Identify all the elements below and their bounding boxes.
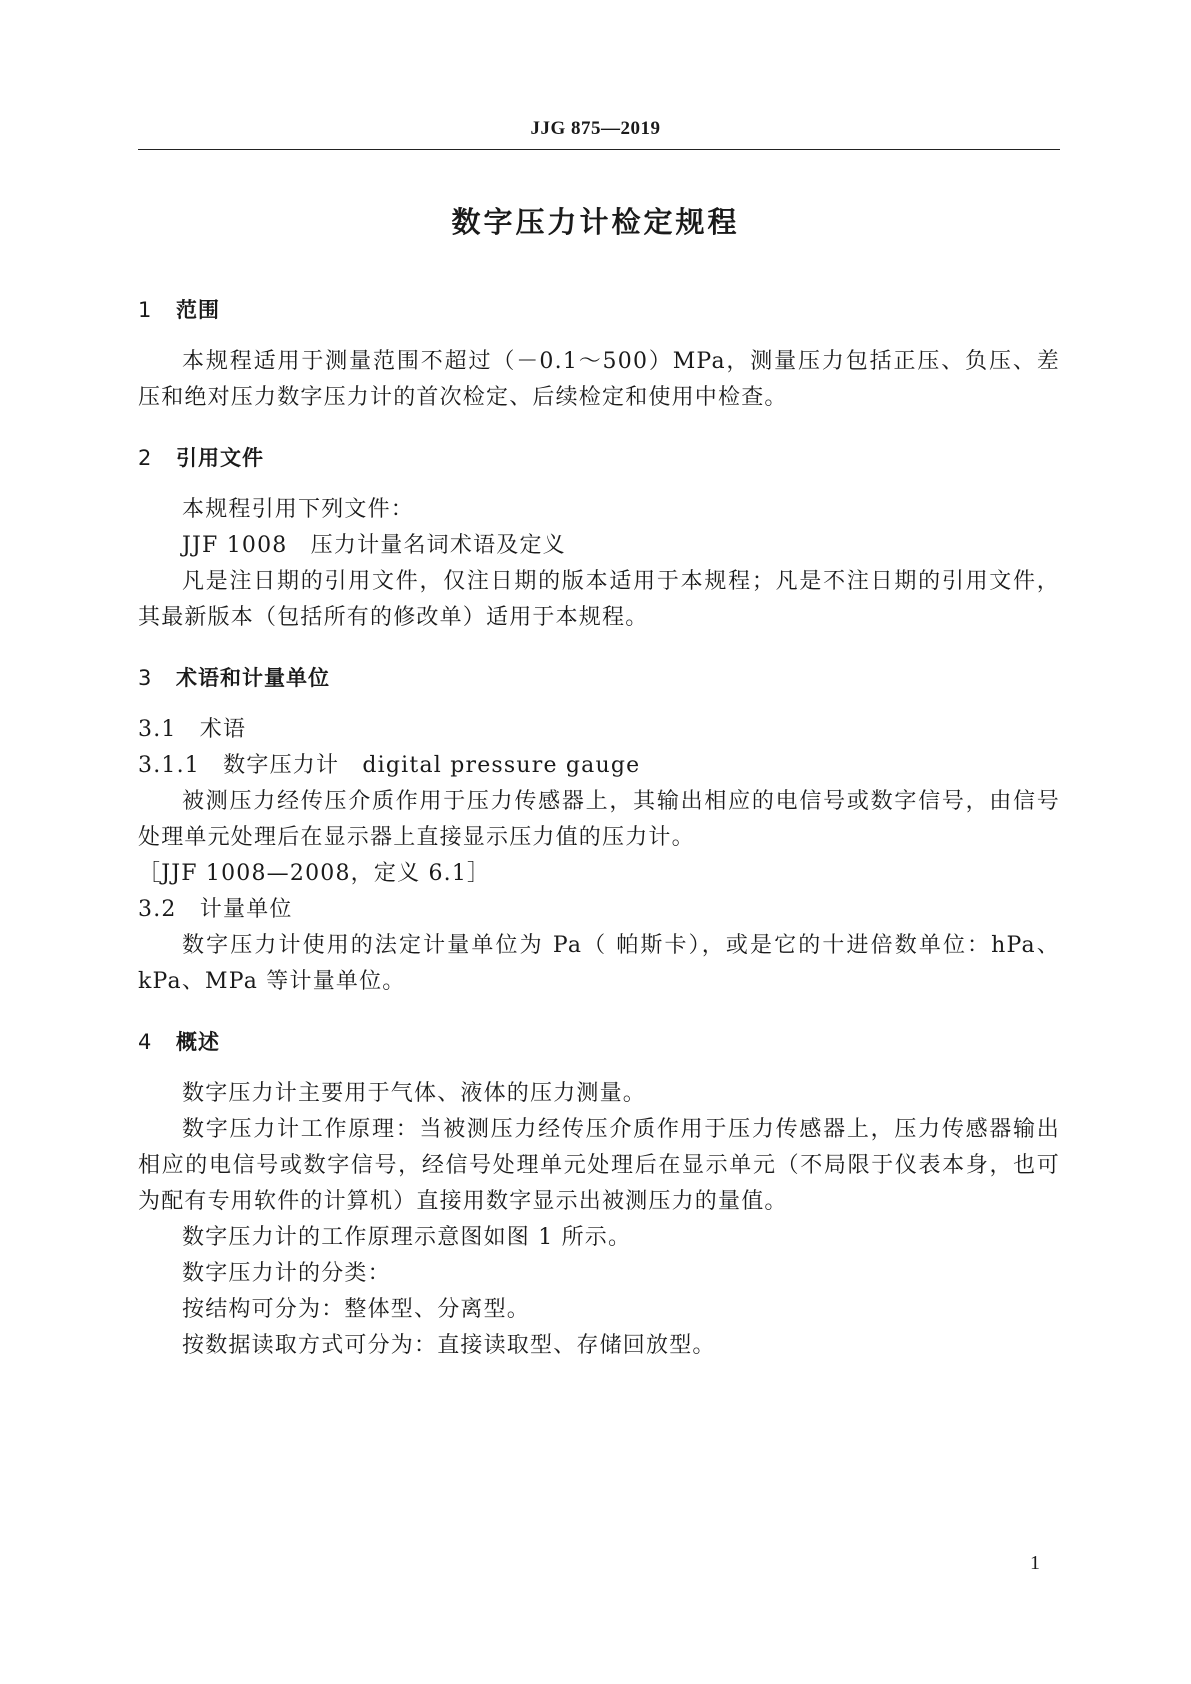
paragraph: 数字压力计主要用于气体、液体的压力测量。: [182, 1081, 647, 1106]
section-title: 引用文件: [176, 446, 264, 470]
document-code-header: JJG 875—2019: [530, 118, 661, 139]
section-number: 4: [138, 1030, 153, 1054]
paragraph: 被测压力经传压介质作用于压力传感器上，其输出相应的电信号或数字信号，由信号处理单元处理后在显示器上直接显示压力值的压力计。: [138, 789, 1060, 850]
document-body: [138, 292, 1060, 1364]
section-heading-references: [138, 440, 1060, 476]
section-heading-scope: [138, 292, 1060, 328]
paragraph: 数字压力计使用的法定计量单位为 Pa（ 帕斯卡），或是它的十进倍数单位：hPa、kPa、MPa 等计量单位。: [138, 933, 1060, 994]
header-rule: [138, 149, 1060, 150]
paragraph: 数字压力计的工作原理示意图如图 1 所示。: [182, 1225, 632, 1250]
section-number: 3: [138, 666, 153, 690]
page-title: 数字压力计检定规程: [451, 205, 740, 239]
paragraph: 按数据读取方式可分为：直接读取型、存储回放型。: [182, 1333, 716, 1358]
section-title: 范围: [176, 298, 220, 322]
section-heading-overview: [138, 1024, 1060, 1060]
subsection-heading: 3.1 术语: [138, 717, 247, 742]
section-number: 1: [138, 298, 153, 322]
reference-item: JJF 1008 压力计量名词术语及定义: [182, 533, 566, 558]
paragraph: 数字压力计的分类：: [182, 1261, 391, 1286]
paragraph: 凡是注日期的引用文件，仅注日期的版本适用于本规程；凡是不注日期的引用文件，其最新版本（包括所有的修改单）适用于本规程。: [138, 569, 1060, 630]
page-number: 1: [1030, 1552, 1040, 1574]
section-title: 术语和计量单位: [176, 666, 330, 690]
paragraph: 本规程引用下列文件：: [182, 497, 415, 522]
subsection-heading: 3.1.1 数字压力计 digital pressure gauge: [138, 753, 641, 778]
paragraph: 按结构可分为：整体型、分离型。: [182, 1297, 531, 1322]
section-number: 2: [138, 446, 153, 470]
definition-reference: ［JJF 1008—2008，定义 6.1］: [138, 861, 491, 886]
subsection-heading: 3.2 计量单位: [138, 897, 293, 922]
section-title: 概述: [176, 1030, 220, 1054]
paragraph: 本规程适用于测量范围不超过（－0.1～500）MPa，测量压力包括正压、负压、差压和绝对压力数字压力计的首次检定、后续检定和使用中检查。: [138, 349, 1060, 410]
section-heading-terms: [138, 660, 1060, 696]
paragraph: 数字压力计工作原理：当被测压力经传压介质作用于压力传感器上，压力传感器输出相应的电信号或数字信号，经信号处理单元处理后在显示单元（不局限于仪表本身，也可为配有专用软件的计算机）直接用数字显示出被测压力的量值。: [138, 1117, 1060, 1214]
